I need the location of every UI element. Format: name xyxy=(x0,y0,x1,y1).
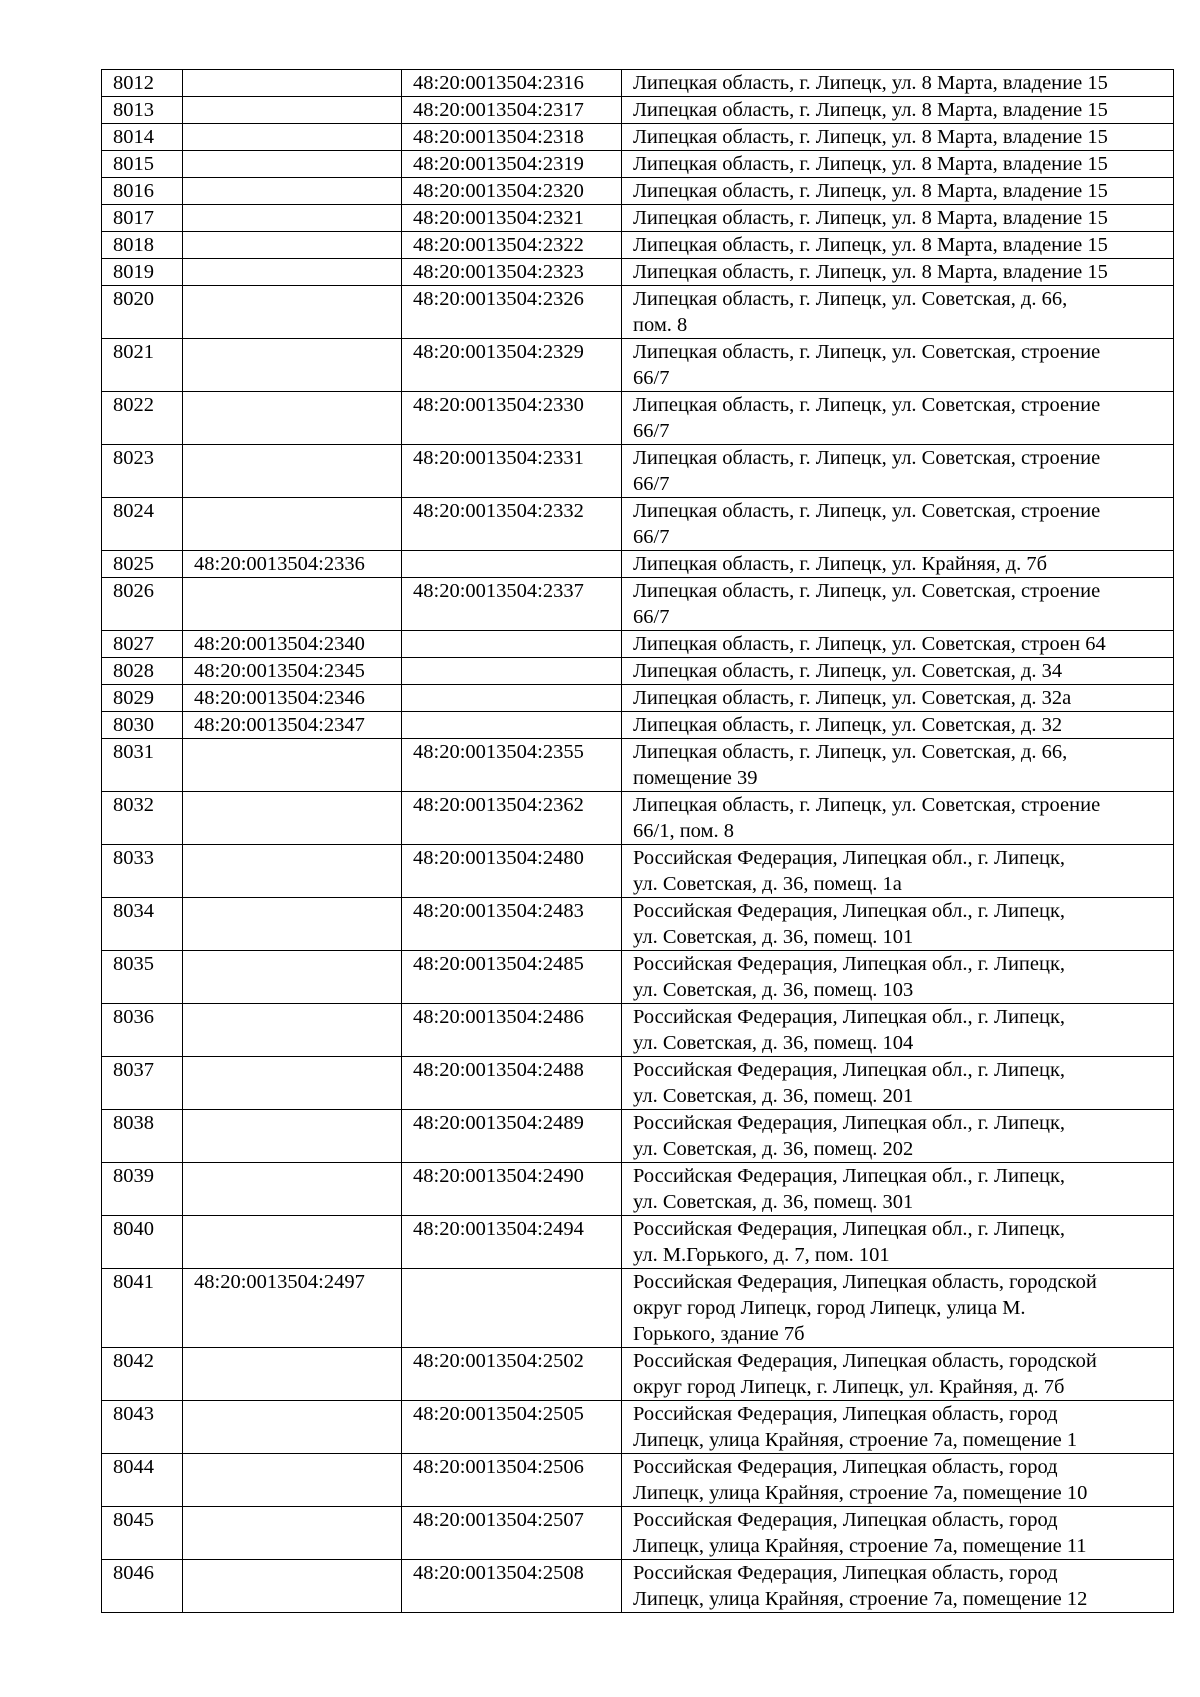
row-number-cell: 8046 xyxy=(102,1560,183,1613)
table-row xyxy=(102,339,1174,392)
table-row xyxy=(102,739,1174,792)
address-cell: Липецкая область, г. Липецк, ул. Советская, строение 66/7 xyxy=(622,445,1174,498)
address-cell: Липецкая область, г. Липецк, ул. 8 Марта, владение 15 xyxy=(622,232,1174,259)
land-plot-cadastral-number-cell xyxy=(183,178,402,205)
object-cadastral-number-cell: 48:20:0013504:2332 xyxy=(402,498,622,551)
row-number-cell: 8028 xyxy=(102,658,183,685)
address-cell: Российская Федерация, Липецкая область, город Липецк, улица Крайняя, строение 7а, помещение 11 xyxy=(622,1507,1174,1560)
land-plot-cadastral-number-cell xyxy=(183,1004,402,1057)
land-plot-cadastral-number-cell xyxy=(183,951,402,1004)
address-cell: Липецкая область, г. Липецк, ул. Советская, д. 32 xyxy=(622,712,1174,739)
address-cell: Липецкая область, г. Липецк, ул. 8 Марта, владение 15 xyxy=(622,124,1174,151)
object-cadastral-number-cell: 48:20:0013504:2505 xyxy=(402,1401,622,1454)
address-cell: Липецкая область, г. Липецк, ул. Советская, строение 66/1, пом. 8 xyxy=(622,792,1174,845)
address-cell: Российская Федерация, Липецкая обл., г. Липецк, ул. Советская, д. 36, помещ. 301 xyxy=(622,1163,1174,1216)
land-plot-cadastral-number-cell xyxy=(183,392,402,445)
row-number-cell: 8045 xyxy=(102,1507,183,1560)
table-row xyxy=(102,658,1174,685)
land-plot-cadastral-number-cell xyxy=(183,70,402,97)
land-plot-cadastral-number-cell xyxy=(183,97,402,124)
object-cadastral-number-cell: 48:20:0013504:2502 xyxy=(402,1348,622,1401)
table-row xyxy=(102,1269,1174,1348)
table-row xyxy=(102,286,1174,339)
object-cadastral-number-cell: 48:20:0013504:2494 xyxy=(402,1216,622,1269)
table-row xyxy=(102,70,1174,97)
object-cadastral-number-cell: 48:20:0013504:2326 xyxy=(402,286,622,339)
row-number-cell: 8043 xyxy=(102,1401,183,1454)
land-plot-cadastral-number-cell xyxy=(183,739,402,792)
row-number-cell: 8029 xyxy=(102,685,183,712)
land-plot-cadastral-number-cell: 48:20:0013504:2497 xyxy=(183,1269,402,1348)
table-row xyxy=(102,498,1174,551)
address-cell: Липецкая область, г. Липецк, ул. 8 Марта, владение 15 xyxy=(622,205,1174,232)
land-plot-cadastral-number-cell xyxy=(183,1348,402,1401)
address-cell: Липецкая область, г. Липецк, ул. 8 Марта, владение 15 xyxy=(622,178,1174,205)
address-cell: Липецкая область, г. Липецк, ул. Советская, д. 66, пом. 8 xyxy=(622,286,1174,339)
row-number-cell: 8027 xyxy=(102,631,183,658)
address-cell: Российская Федерация, Липецкая обл., г. Липецк, ул. Советская, д. 36, помещ. 201 xyxy=(622,1057,1174,1110)
table-row xyxy=(102,445,1174,498)
table-row xyxy=(102,392,1174,445)
land-plot-cadastral-number-cell xyxy=(183,445,402,498)
address-cell: Липецкая область, г. Липецк, ул. 8 Марта, владение 15 xyxy=(622,259,1174,286)
table-row xyxy=(102,178,1174,205)
object-cadastral-number-cell xyxy=(402,1269,622,1348)
object-cadastral-number-cell: 48:20:0013504:2483 xyxy=(402,898,622,951)
land-plot-cadastral-number-cell xyxy=(183,1163,402,1216)
row-number-cell: 8013 xyxy=(102,97,183,124)
row-number-cell: 8023 xyxy=(102,445,183,498)
row-number-cell: 8034 xyxy=(102,898,183,951)
table-row xyxy=(102,1216,1174,1269)
land-plot-cadastral-number-cell xyxy=(183,1401,402,1454)
land-plot-cadastral-number-cell xyxy=(183,498,402,551)
object-cadastral-number-cell: 48:20:0013504:2508 xyxy=(402,1560,622,1613)
table-row xyxy=(102,685,1174,712)
address-cell: Липецкая область, г. Липецк, ул. Советская, строение 66/7 xyxy=(622,498,1174,551)
land-plot-cadastral-number-cell xyxy=(183,845,402,898)
row-number-cell: 8026 xyxy=(102,578,183,631)
object-cadastral-number-cell: 48:20:0013504:2337 xyxy=(402,578,622,631)
land-plot-cadastral-number-cell xyxy=(183,232,402,259)
address-cell: Российская Федерация, Липецкая область, городской округ город Липецк, город Липецк, улица М. Горького, здание 7б xyxy=(622,1269,1174,1348)
address-cell: Липецкая область, г. Липецк, ул. Советская, строение 66/7 xyxy=(622,339,1174,392)
object-cadastral-number-cell: 48:20:0013504:2355 xyxy=(402,739,622,792)
address-cell: Липецкая область, г. Липецк, ул. Крайняя, д. 7б xyxy=(622,551,1174,578)
object-cadastral-number-cell: 48:20:0013504:2490 xyxy=(402,1163,622,1216)
address-cell: Российская Федерация, Липецкая обл., г. Липецк, ул. Советская, д. 36, помещ. 104 xyxy=(622,1004,1174,1057)
land-plot-cadastral-number-cell: 48:20:0013504:2336 xyxy=(183,551,402,578)
table-row xyxy=(102,1348,1174,1401)
land-plot-cadastral-number-cell xyxy=(183,286,402,339)
address-cell: Липецкая область, г. Липецк, ул. 8 Марта, владение 15 xyxy=(622,70,1174,97)
address-cell: Липецкая область, г. Липецк, ул. Советская, д. 32а xyxy=(622,685,1174,712)
row-number-cell: 8012 xyxy=(102,70,183,97)
address-cell: Липецкая область, г. Липецк, ул. 8 Марта, владение 15 xyxy=(622,151,1174,178)
address-cell: Липецкая область, г. Липецк, ул. Советская, д. 66, помещение 39 xyxy=(622,739,1174,792)
row-number-cell: 8016 xyxy=(102,178,183,205)
object-cadastral-number-cell: 48:20:0013504:2488 xyxy=(402,1057,622,1110)
land-plot-cadastral-number-cell xyxy=(183,151,402,178)
land-plot-cadastral-number-cell: 48:20:0013504:2340 xyxy=(183,631,402,658)
table-row xyxy=(102,205,1174,232)
land-plot-cadastral-number-cell: 48:20:0013504:2345 xyxy=(183,658,402,685)
registry-table-body xyxy=(102,70,1174,1613)
address-cell: Российская Федерация, Липецкая область, город Липецк, улица Крайняя, строение 7а, помещение 10 xyxy=(622,1454,1174,1507)
row-number-cell: 8024 xyxy=(102,498,183,551)
address-cell: Российская Федерация, Липецкая обл., г. Липецк, ул. Советская, д. 36, помещ. 1а xyxy=(622,845,1174,898)
row-number-cell: 8039 xyxy=(102,1163,183,1216)
object-cadastral-number-cell: 48:20:0013504:2486 xyxy=(402,1004,622,1057)
object-cadastral-number-cell: 48:20:0013504:2331 xyxy=(402,445,622,498)
object-cadastral-number-cell: 48:20:0013504:2329 xyxy=(402,339,622,392)
table-row xyxy=(102,259,1174,286)
table-row xyxy=(102,578,1174,631)
row-number-cell: 8014 xyxy=(102,124,183,151)
address-cell: Российская Федерация, Липецкая обл., г. Липецк, ул. Советская, д. 36, помещ. 103 xyxy=(622,951,1174,1004)
object-cadastral-number-cell: 48:20:0013504:2316 xyxy=(402,70,622,97)
object-cadastral-number-cell: 48:20:0013504:2317 xyxy=(402,97,622,124)
land-plot-cadastral-number-cell xyxy=(183,1110,402,1163)
table-row xyxy=(102,792,1174,845)
row-number-cell: 8038 xyxy=(102,1110,183,1163)
row-number-cell: 8033 xyxy=(102,845,183,898)
land-plot-cadastral-number-cell xyxy=(183,1216,402,1269)
table-row xyxy=(102,1110,1174,1163)
table-row xyxy=(102,631,1174,658)
object-cadastral-number-cell: 48:20:0013504:2507 xyxy=(402,1507,622,1560)
object-cadastral-number-cell xyxy=(402,712,622,739)
table-row xyxy=(102,712,1174,739)
object-cadastral-number-cell: 48:20:0013504:2321 xyxy=(402,205,622,232)
address-cell: Липецкая область, г. Липецк, ул. Советская, строение 66/7 xyxy=(622,392,1174,445)
address-cell: Российская Федерация, Липецкая область, город Липецк, улица Крайняя, строение 7а, помещение 12 xyxy=(622,1560,1174,1613)
table-row xyxy=(102,951,1174,1004)
address-cell: Российская Федерация, Липецкая область, городской округ город Липецк, г. Липецк, ул. Крайняя, д. 7б xyxy=(622,1348,1174,1401)
object-cadastral-number-cell: 48:20:0013504:2318 xyxy=(402,124,622,151)
row-number-cell: 8030 xyxy=(102,712,183,739)
row-number-cell: 8036 xyxy=(102,1004,183,1057)
row-number-cell: 8037 xyxy=(102,1057,183,1110)
address-cell: Российская Федерация, Липецкая обл., г. Липецк, ул. Советская, д. 36, помещ. 101 xyxy=(622,898,1174,951)
object-cadastral-number-cell: 48:20:0013504:2319 xyxy=(402,151,622,178)
row-number-cell: 8042 xyxy=(102,1348,183,1401)
land-plot-cadastral-number-cell xyxy=(183,898,402,951)
table-row xyxy=(102,151,1174,178)
object-cadastral-number-cell xyxy=(402,631,622,658)
table-row xyxy=(102,1057,1174,1110)
table-row xyxy=(102,551,1174,578)
row-number-cell: 8025 xyxy=(102,551,183,578)
object-cadastral-number-cell: 48:20:0013504:2362 xyxy=(402,792,622,845)
address-cell: Липецкая область, г. Липецк, ул. 8 Марта, владение 15 xyxy=(622,97,1174,124)
address-cell: Российская Федерация, Липецкая обл., г. Липецк, ул. М.Горького, д. 7, пом. 101 xyxy=(622,1216,1174,1269)
table-row xyxy=(102,124,1174,151)
object-cadastral-number-cell: 48:20:0013504:2320 xyxy=(402,178,622,205)
row-number-cell: 8022 xyxy=(102,392,183,445)
table-row xyxy=(102,1401,1174,1454)
row-number-cell: 8044 xyxy=(102,1454,183,1507)
land-plot-cadastral-number-cell: 48:20:0013504:2347 xyxy=(183,712,402,739)
land-plot-cadastral-number-cell xyxy=(183,792,402,845)
object-cadastral-number-cell: 48:20:0013504:2322 xyxy=(402,232,622,259)
address-cell: Российская Федерация, Липецкая область, город Липецк, улица Крайняя, строение 7а, помещение 1 xyxy=(622,1401,1174,1454)
land-plot-cadastral-number-cell xyxy=(183,578,402,631)
land-plot-cadastral-number-cell xyxy=(183,1560,402,1613)
land-plot-cadastral-number-cell xyxy=(183,339,402,392)
land-plot-cadastral-number-cell: 48:20:0013504:2346 xyxy=(183,685,402,712)
table-row xyxy=(102,1004,1174,1057)
row-number-cell: 8041 xyxy=(102,1269,183,1348)
land-plot-cadastral-number-cell xyxy=(183,124,402,151)
cadastral-registry-table xyxy=(101,69,1174,1613)
row-number-cell: 8018 xyxy=(102,232,183,259)
table-row xyxy=(102,1560,1174,1613)
address-cell: Липецкая область, г. Липецк, ул. Советская, д. 34 xyxy=(622,658,1174,685)
address-cell: Российская Федерация, Липецкая обл., г. Липецк, ул. Советская, д. 36, помещ. 202 xyxy=(622,1110,1174,1163)
object-cadastral-number-cell xyxy=(402,658,622,685)
object-cadastral-number-cell: 48:20:0013504:2323 xyxy=(402,259,622,286)
row-number-cell: 8020 xyxy=(102,286,183,339)
object-cadastral-number-cell: 48:20:0013504:2489 xyxy=(402,1110,622,1163)
address-cell: Липецкая область, г. Липецк, ул. Советская, строение 66/7 xyxy=(622,578,1174,631)
land-plot-cadastral-number-cell xyxy=(183,1507,402,1560)
row-number-cell: 8035 xyxy=(102,951,183,1004)
row-number-cell: 8031 xyxy=(102,739,183,792)
address-cell: Липецкая область, г. Липецк, ул. Советская, строен 64 xyxy=(622,631,1174,658)
land-plot-cadastral-number-cell xyxy=(183,1454,402,1507)
row-number-cell: 8021 xyxy=(102,339,183,392)
row-number-cell: 8032 xyxy=(102,792,183,845)
table-row xyxy=(102,1507,1174,1560)
land-plot-cadastral-number-cell xyxy=(183,1057,402,1110)
object-cadastral-number-cell xyxy=(402,551,622,578)
land-plot-cadastral-number-cell xyxy=(183,259,402,286)
table-row xyxy=(102,97,1174,124)
object-cadastral-number-cell xyxy=(402,685,622,712)
table-row xyxy=(102,1163,1174,1216)
land-plot-cadastral-number-cell xyxy=(183,205,402,232)
row-number-cell: 8019 xyxy=(102,259,183,286)
object-cadastral-number-cell: 48:20:0013504:2485 xyxy=(402,951,622,1004)
row-number-cell: 8015 xyxy=(102,151,183,178)
row-number-cell: 8040 xyxy=(102,1216,183,1269)
object-cadastral-number-cell: 48:20:0013504:2506 xyxy=(402,1454,622,1507)
row-number-cell: 8017 xyxy=(102,205,183,232)
object-cadastral-number-cell: 48:20:0013504:2330 xyxy=(402,392,622,445)
table-row xyxy=(102,845,1174,898)
table-row xyxy=(102,1454,1174,1507)
table-row xyxy=(102,232,1174,259)
object-cadastral-number-cell: 48:20:0013504:2480 xyxy=(402,845,622,898)
table-row xyxy=(102,898,1174,951)
